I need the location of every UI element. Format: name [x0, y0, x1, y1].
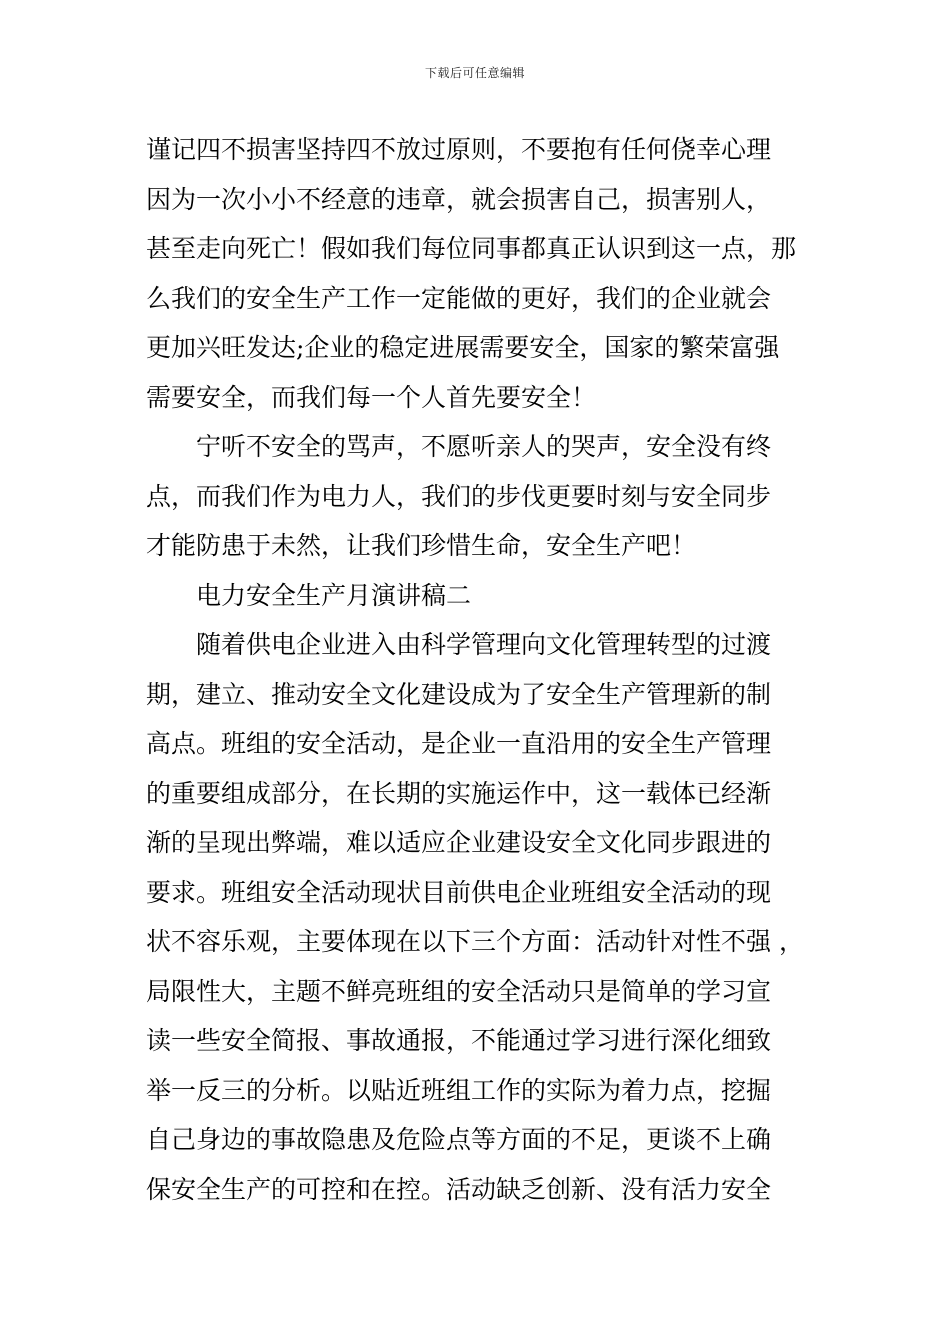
document-body — [146, 125, 810, 1214]
text-line: 渐的呈现出弊端，难以适应企业建设安全文化同步跟进的 — [146, 828, 772, 857]
text-line: 么我们的安全生产工作一定能做的更好，我们的企业就会 — [146, 283, 772, 313]
text-line: 举一反三的分析。以贴近班组工作的实际为着力点，挖掘 — [146, 1075, 772, 1105]
text-line: 宁听不安全的骂声，不愿听亲人的哭声，安全没有终 — [196, 432, 772, 461]
text-line: 要求。班组安全活动现状目前供电企业班组安全活动的现 — [146, 877, 772, 907]
text-line: 更加兴旺发达;企业的稳定进展需要安全，国家的繁荣富强 — [146, 333, 780, 362]
text-line: 需要安全，而我们每一个人首先要安全！ — [146, 382, 597, 412]
text-line: 因为一次小小不经意的违章，就会损害自己，损害别人， — [146, 184, 772, 214]
text-line: 自己身边的事故隐患及危险点等方面的不足，更谈不上确 — [146, 1125, 772, 1154]
text-line: 才能防患于未然，让我们珍惜生命，安全生产吧！ — [146, 531, 697, 560]
text-line: 谨记四不损害坚持四不放过原则，不要抱有任何侥幸心理 — [146, 135, 772, 164]
text-line: 保安全生产的可控和在控。活动缺乏创新、没有活力安全 — [146, 1174, 772, 1204]
text-line: 点，而我们作为电力人，我们的步伐更要时刻与安全同步 — [146, 481, 772, 511]
text-line: 局限性大，主题不鲜亮班组的安全活动只是简单的学习宣 — [146, 976, 772, 1006]
text-line: 高点。班组的安全活动，是企业一直沿用的安全生产管理 — [146, 729, 772, 758]
text-line: 读一些安全简报、事故通报，不能通过学习进行深化细致 — [146, 1026, 772, 1055]
text-line: 的重要组成部分，在长期的实施运作中，这一载体已经渐 — [146, 778, 772, 808]
text-line: 状不容乐观，主要体现在以下三个方面：活动针对性不强 ， — [146, 927, 804, 956]
text-line: 随着供电企业进入由科学管理向文化管理转型的过渡 — [196, 630, 772, 659]
page-header: 下载后可任意编辑 — [424, 66, 525, 80]
text-line: 期，建立、推动安全文化建设成为了安全生产管理新的制 — [146, 679, 772, 709]
section-heading: 电力安全生产月演讲稿二 — [196, 580, 472, 610]
text-line: 甚至走向死亡！假如我们每位同事都真正认识到这一点，那 — [146, 234, 797, 263]
